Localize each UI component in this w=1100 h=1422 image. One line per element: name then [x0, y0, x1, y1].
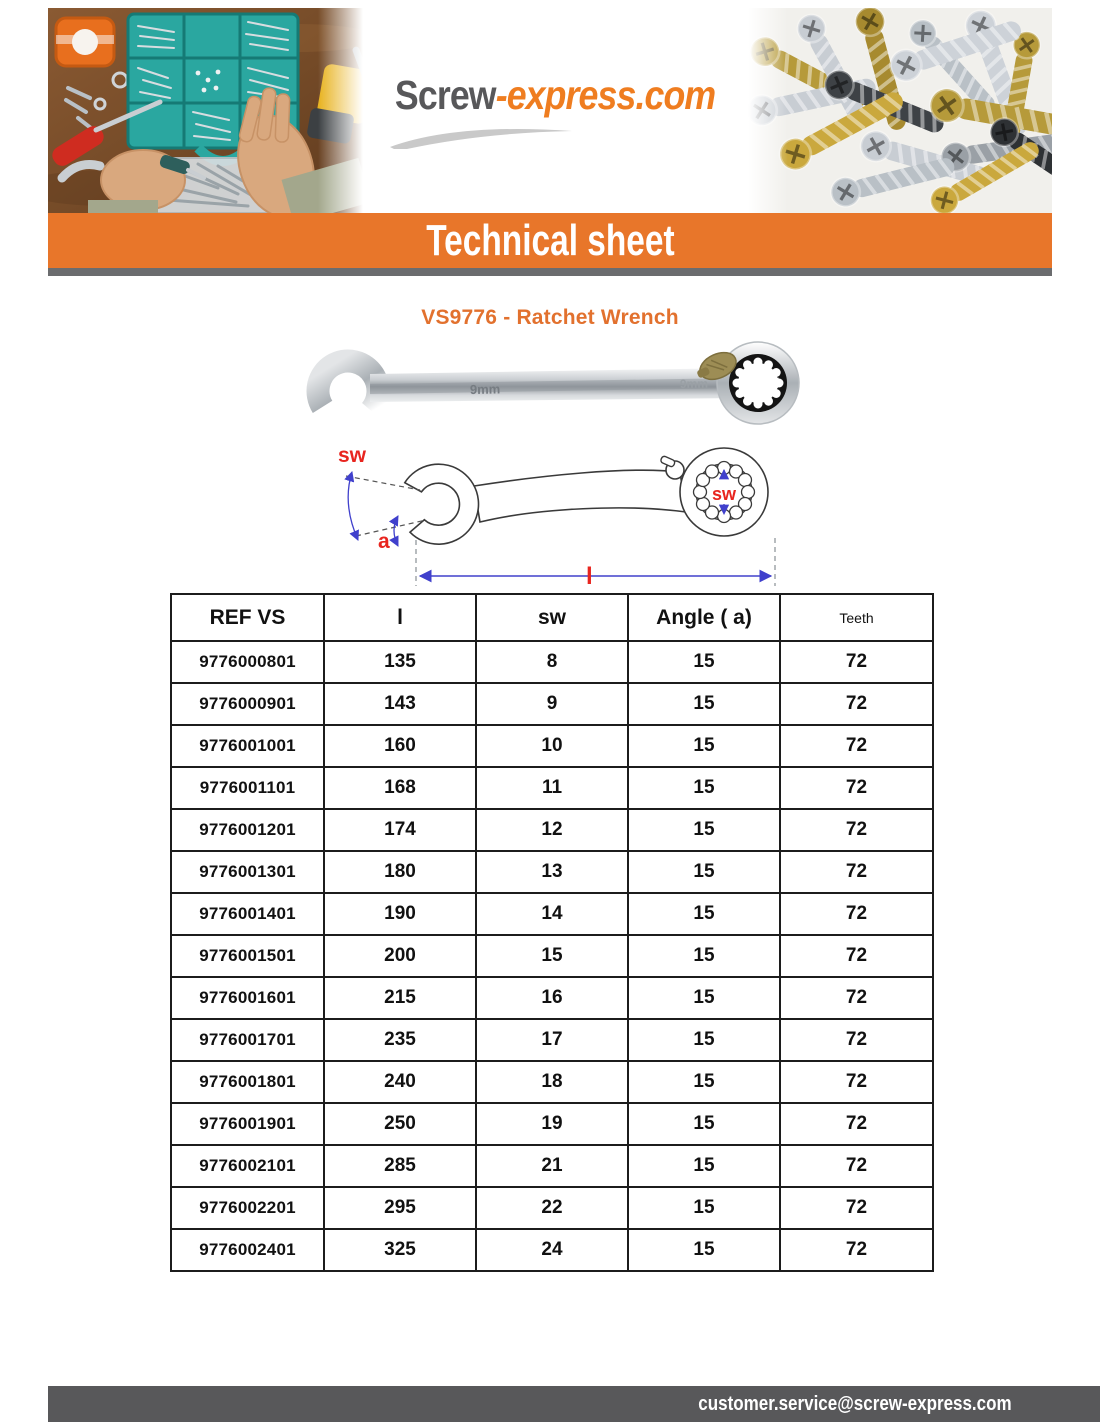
value-cell: 72 [780, 809, 933, 851]
diagram-label-sw-open: sw [338, 444, 367, 467]
technical-sheet-banner [48, 213, 1052, 268]
value-cell: 22 [476, 1187, 628, 1229]
screws-photo [748, 8, 1052, 213]
col-header-teeth: Teeth [780, 594, 933, 641]
diagram-label-angle: a [378, 530, 390, 553]
value-cell: 15 [628, 1103, 780, 1145]
screws-illustration [748, 8, 1052, 213]
value-cell: 14 [476, 893, 628, 935]
wrench-stamp-right: 9mm [679, 376, 709, 391]
wrench-photo-illustration [272, 336, 828, 436]
value-cell: 19 [476, 1103, 628, 1145]
ref-cell: 9776001401 [171, 893, 324, 935]
value-cell: 250 [324, 1103, 476, 1145]
value-cell: 24 [476, 1229, 628, 1271]
spec-table [170, 593, 934, 1272]
value-cell: 16 [476, 977, 628, 1019]
diagram-label-sw-ring: sw [712, 484, 737, 504]
table-row [171, 935, 933, 977]
value-cell: 72 [780, 851, 933, 893]
value-cell: 72 [780, 683, 933, 725]
ref-cell: 9776001901 [171, 1103, 324, 1145]
logo [363, 8, 748, 213]
table-row [171, 809, 933, 851]
ref-cell: 9776002201 [171, 1187, 324, 1229]
value-cell: 240 [324, 1061, 476, 1103]
value-cell: 285 [324, 1145, 476, 1187]
table-row [171, 1187, 933, 1229]
ref-cell: 9776000801 [171, 641, 324, 683]
value-cell: 72 [780, 935, 933, 977]
value-cell: 15 [628, 977, 780, 1019]
value-cell: 72 [780, 725, 933, 767]
value-cell: 72 [780, 1187, 933, 1229]
value-cell: 15 [628, 1019, 780, 1061]
footer-bar [48, 1386, 1100, 1422]
value-cell: 15 [628, 935, 780, 977]
ref-cell: 9776001601 [171, 977, 324, 1019]
spec-table-body [171, 641, 933, 1271]
banner-title: Technical sheet [425, 215, 675, 265]
table-header-row [171, 594, 933, 641]
workbench-illustration [48, 8, 363, 213]
table-row [171, 893, 933, 935]
wrench-diagram-illustration [328, 428, 786, 592]
value-cell: 15 [628, 893, 780, 935]
value-cell: 200 [324, 935, 476, 977]
value-cell: 15 [476, 935, 628, 977]
workbench-photo [48, 8, 363, 213]
value-cell: 15 [628, 851, 780, 893]
value-cell: 15 [628, 683, 780, 725]
value-cell: 72 [780, 893, 933, 935]
ref-cell: 9776001801 [171, 1061, 324, 1103]
value-cell: 325 [324, 1229, 476, 1271]
table-row [171, 725, 933, 767]
table-row [171, 1229, 933, 1271]
ref-cell: 9776001201 [171, 809, 324, 851]
value-cell: 235 [324, 1019, 476, 1061]
logo-text [395, 72, 715, 119]
table-row [171, 1061, 933, 1103]
col-header-angle: Angle ( a) [628, 594, 780, 641]
ref-cell: 9776001701 [171, 1019, 324, 1061]
diagram-label-length: l [586, 563, 593, 590]
value-cell: 15 [628, 809, 780, 851]
value-cell: 15 [628, 1145, 780, 1187]
ref-cell: 9776001001 [171, 725, 324, 767]
ref-cell: 9776001301 [171, 851, 324, 893]
value-cell: 72 [780, 977, 933, 1019]
table-row [171, 1019, 933, 1061]
footer-email[interactable]: customer.service@screw-express.com [698, 1392, 1012, 1415]
value-cell: 10 [476, 725, 628, 767]
value-cell: 9 [476, 683, 628, 725]
table-row [171, 683, 933, 725]
product-title: VS9776 - Ratchet Wrench [421, 306, 679, 329]
value-cell: 72 [780, 1019, 933, 1061]
value-cell: 215 [324, 977, 476, 1019]
value-cell: 13 [476, 851, 628, 893]
logo-text-secondary: -express.com [496, 72, 716, 118]
value-cell: 174 [324, 809, 476, 851]
wrench-stamp-left: 9mm [469, 381, 501, 397]
value-cell: 15 [628, 641, 780, 683]
value-cell: 8 [476, 641, 628, 683]
value-cell: 15 [628, 1229, 780, 1271]
value-cell: 21 [476, 1145, 628, 1187]
value-cell: 180 [324, 851, 476, 893]
value-cell: 15 [628, 1061, 780, 1103]
value-cell: 15 [628, 1187, 780, 1229]
value-cell: 15 [628, 767, 780, 809]
wrench-diagram [328, 428, 786, 592]
value-cell: 72 [780, 1061, 933, 1103]
value-cell: 72 [780, 641, 933, 683]
ref-cell: 9776002101 [171, 1145, 324, 1187]
value-cell: 18 [476, 1061, 628, 1103]
value-cell: 17 [476, 1019, 628, 1061]
logo-swoosh [386, 121, 576, 149]
value-cell: 295 [324, 1187, 476, 1229]
table-row [171, 977, 933, 1019]
ref-cell: 9776001501 [171, 935, 324, 977]
table-row [171, 641, 933, 683]
value-cell: 72 [780, 767, 933, 809]
ref-cell: 9776000901 [171, 683, 324, 725]
table-row [171, 767, 933, 809]
value-cell: 12 [476, 809, 628, 851]
value-cell: 143 [324, 683, 476, 725]
ref-cell: 9776002401 [171, 1229, 324, 1271]
ref-cell: 9776001101 [171, 767, 324, 809]
table-row [171, 851, 933, 893]
value-cell: 135 [324, 641, 476, 683]
table-row [171, 1103, 933, 1145]
value-cell: 190 [324, 893, 476, 935]
value-cell: 72 [780, 1145, 933, 1187]
value-cell: 15 [628, 725, 780, 767]
logo-text-primary: Screw [395, 72, 497, 118]
col-header-sw: sw [476, 594, 628, 641]
banner-underline [48, 268, 1052, 276]
value-cell: 72 [780, 1229, 933, 1271]
col-header-l: l [324, 594, 476, 641]
value-cell: 160 [324, 725, 476, 767]
value-cell: 72 [780, 1103, 933, 1145]
wrench-photo [272, 336, 828, 436]
value-cell: 11 [476, 767, 628, 809]
table-row [171, 1145, 933, 1187]
value-cell: 168 [324, 767, 476, 809]
col-header-ref: REF VS [171, 594, 324, 641]
